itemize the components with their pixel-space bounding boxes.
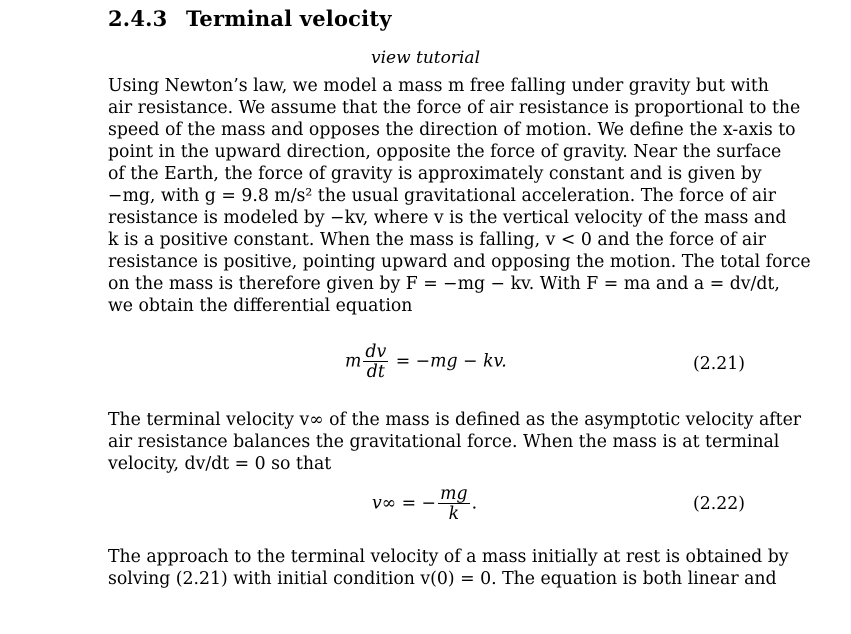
eq-fraction [363, 343, 388, 381]
paragraph-approach [108, 546, 789, 590]
text-line: of the Earth, the force of gravity is approximately constant and is given by [108, 164, 762, 184]
equation-2-22 [372, 485, 477, 523]
text-line: −mg, with g = 9.8 m/s² the usual gravitational acceleration. The force of air [108, 186, 776, 206]
text-line: The terminal velocity v∞ of the mass is defined as the asymptotic velocity after [108, 410, 802, 430]
text-line: The approach to the terminal velocity of a mass initially at rest is obtained by [108, 547, 789, 567]
text-line: point in the upward direction, opposite the force of gravity. Near the surface [108, 142, 782, 162]
paragraph-terminal-velocity [108, 409, 802, 475]
text-line: we obtain the differential equation [108, 296, 413, 316]
equation-number: (2.22) [693, 494, 745, 514]
equation-2-21 [345, 343, 507, 381]
section-number: 2.4.3 [108, 6, 168, 31]
eq-rhs: = −mg − kv. [395, 351, 507, 372]
text-line: solving (2.21) with initial condition v(0) = 0. The equation is both linear and [108, 569, 777, 589]
text-line: air resistance. We assume that the force of air resistance is proportional to the [108, 98, 801, 118]
text-line: Using Newton’s law, we model a mass m free falling under gravity but with [108, 76, 769, 96]
eq-coefficient: m [345, 351, 362, 372]
text-line: resistance is positive, pointing upward and opposing the motion. The total force [108, 252, 811, 272]
text-line: on the mass is therefore given by F = −mg − kv. With F = ma and a = dv/dt, [108, 274, 780, 294]
eq-numerator: mg [440, 484, 468, 504]
section-title: Terminal velocity [186, 6, 392, 31]
section-heading [108, 6, 392, 31]
eq-fraction [438, 485, 469, 523]
paragraph-newtons-law [108, 75, 811, 317]
eq-denominator: k [448, 504, 460, 524]
text-line: speed of the mass and opposes the direction of motion. We define the x-axis to [108, 120, 796, 140]
eq-tail: . [471, 493, 478, 514]
view-tutorial-link[interactable]: view tutorial [370, 48, 481, 68]
eq-numerator: dv [365, 342, 387, 362]
text-line: k is a positive constant. When the mass is falling, v < 0 and the force of air [108, 230, 767, 250]
eq-lhs: v∞ = − [372, 493, 437, 514]
eq-denominator: dt [366, 362, 385, 382]
equation-number: (2.21) [693, 354, 745, 374]
text-line: resistance is modeled by −kv, where v is the vertical velocity of the mass and [108, 208, 787, 228]
text-line: air resistance balances the gravitational force. When the mass is at terminal [108, 432, 780, 452]
text-line: velocity, dv/dt = 0 so that [108, 454, 332, 474]
